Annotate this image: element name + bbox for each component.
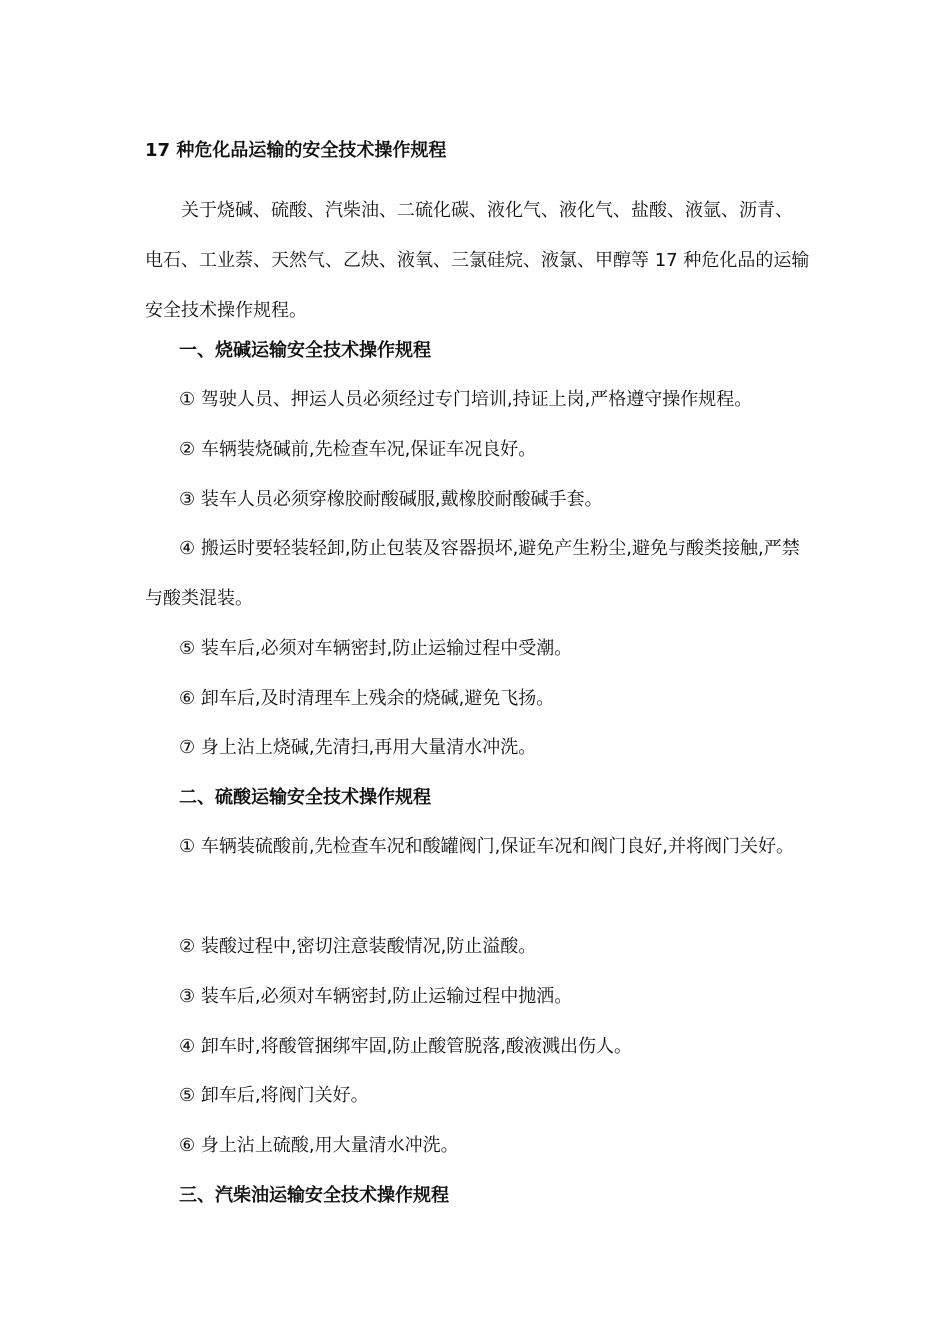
list-item: ② 车辆装烧碱前,先检查车况,保证车况良好。 xyxy=(179,439,537,460)
intro-paragraph: 关于烧碱、硫酸、汽柴油、二硫化碳、液化气、液化气、盐酸、液氩、沥青、电石、工业萘、天然气、乙炔、液氧、三氯硅烷、液氯、甲醇等 17 种危化品的运输安全技术操作规程。 xyxy=(145,200,810,321)
section-heading-caustic-soda: 一、烧碱运输安全技术操作规程 xyxy=(179,340,431,361)
list-item: ② 装酸过程中,密切注意装酸情况,防止溢酸。 xyxy=(179,936,537,957)
list-item: ③ 装车后,必须对车辆密封,防止运输过程中抛洒。 xyxy=(179,986,573,1007)
list-item: ③ 装车人员必须穿橡胶耐酸碱服,戴橡胶耐酸碱手套。 xyxy=(179,489,603,510)
section-heading-sulfuric-acid: 二、硫酸运输安全技术操作规程 xyxy=(179,787,431,808)
list-item: ④ 搬运时要轻装轻卸,防止包装及容器损坏,避免产生粉尘,避免与酸类接触,严禁与酸类混装。 xyxy=(145,538,800,609)
list-item: ① 车辆装硫酸前,先检查车况和酸罐阀门,保证车况和阀门良好,并将阀门关好。 xyxy=(179,836,795,857)
list-item: ⑤ 卸车后,将阀门关好。 xyxy=(179,1085,369,1106)
document-title: 17 种危化品运输的安全技术操作规程 xyxy=(145,140,447,161)
list-item: ① 驾驶人员、押运人员必须经过专门培训,持证上岗,严格遵守操作规程。 xyxy=(179,389,753,410)
list-item: ⑥ 卸车后,及时清理车上残余的烧碱,避免飞扬。 xyxy=(179,688,555,709)
list-item: ⑥ 身上沾上硫酸,用大量清水冲洗。 xyxy=(179,1135,459,1156)
list-item: ⑤ 装车后,必须对车辆密封,防止运输过程中受潮。 xyxy=(179,638,573,659)
section-heading-gasoline-diesel: 三、汽柴油运输安全技术操作规程 xyxy=(179,1185,449,1206)
list-item: ⑦ 身上沾上烧碱,先清扫,再用大量清水冲洗。 xyxy=(179,737,537,758)
list-item: ④ 卸车时,将酸管捆绑牢固,防止酸管脱落,酸液溅出伤人。 xyxy=(179,1036,633,1057)
